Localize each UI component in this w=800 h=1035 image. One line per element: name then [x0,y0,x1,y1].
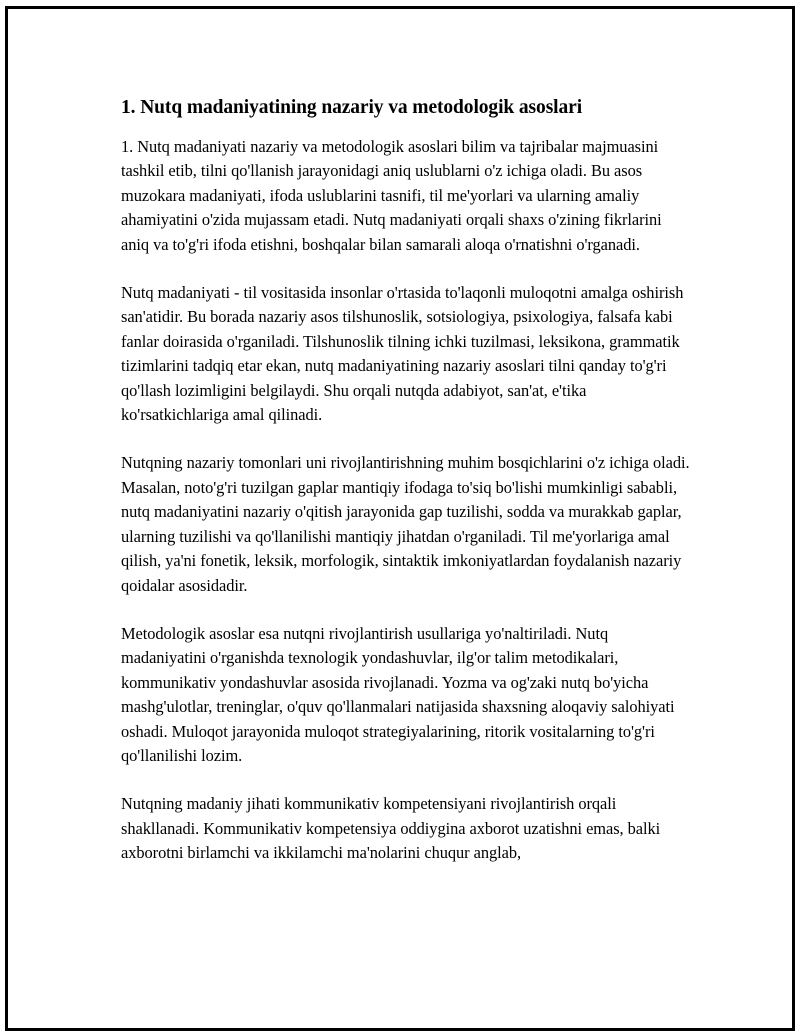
paragraph-1: 1. Nutq madaniyati nazariy va metodologik asoslari bilim va tajribalar majmuasini tashkil etib, tilni qo'llanish jarayonidagi aniq uslublarni o'z ichiga oladi. Bu asos muzokara madaniyati, ifoda uslublarini tasnifi, til me'yorlari va ularning amaliy ahamiyatini o'zida mujassam etadi. Nutq madaniyati orqali shaxs o'zining fikrlarini aniq va to'g'ri ifoda etishni, boshqalar bilan samarali aloqa o'rnatishni o'rganadi. [121,137,662,254]
paragraph-2: Nutq madaniyati - til vositasida insonlar o'rtasida to'laqonli muloqotni amalga oshirish san'atidir. Bu borada nazariy asos tilshunoslik, sotsiologiya, psixologiya, falsafa kabi fanlar doirasida o'rganiladi. Tilshunoslik tilning ichki tuzilmasi, leksikona, grammatik tizimlarini tadqiq etar ekan, nutq madaniyatining nazariy asoslari tilni qanday to'g'ri qo'llash lozimligini belgilaydi. Shu orqali nutqda adabiyot, san'at, e'tika ko'rsatkichlariga amal qilinadi. [121,283,684,425]
paragraph-5: Nutqning madaniy jihati kommunikativ kompetensiyani rivojlantirish orqali shakllanadi. Kommunikativ kompetensiya oddiygina axborot uzatishni emas, balki axborotni birlamchi va ikkilamchi ma'nolarini chuqur anglab, [121,794,661,863]
document-body [121,95,691,890]
paragraph-3: Nutqning nazariy tomonlari uni rivojlantirishning muhim bosqichlarini o'z ichiga oladi. Masalan, noto'g'ri tuzilgan gaplar mantiqiy ifodaga to'siq bo'lishi mumkinligi sababli, nutq madaniyatini nazariy o'qitish jarayonida gap tuzilishi, sodda va murakkab gaplar, ularning tuzilishi va qo'llanilishi mantiqiy jihatdan o'rganiladi. Til me'yorlariga amal qilish, ya'ni fonetik, leksik, morfologik, sintaktik imkoniyatlardan foydalanish nazariy qoidalar asosidadir. [121,453,690,595]
paragraph-4: Metodologik asoslar esa nutqni rivojlantirish usullariga yo'naltiriladi. Nutq madaniyatini o'rganishda texnologik yondashuvlar, ilg'or talim metodikalari, kommunikativ yondashuvlar asosida rivojlanadi. Yozma va og'zaki nutq bo'yicha mashg'ulotlar, treninglar, o'quv qo'llanmalari natijasida shaxsning aloqaviy salohiyati oshadi. Muloqot jarayonida muloqot strategiyalarining, ritorik vositalarning to'g'ri qo'llanilishi lozim. [121,623,675,765]
document-title: 1. Nutq madaniyatining nazariy va metodologik asoslari [121,97,583,118]
page-frame [5,6,795,1031]
